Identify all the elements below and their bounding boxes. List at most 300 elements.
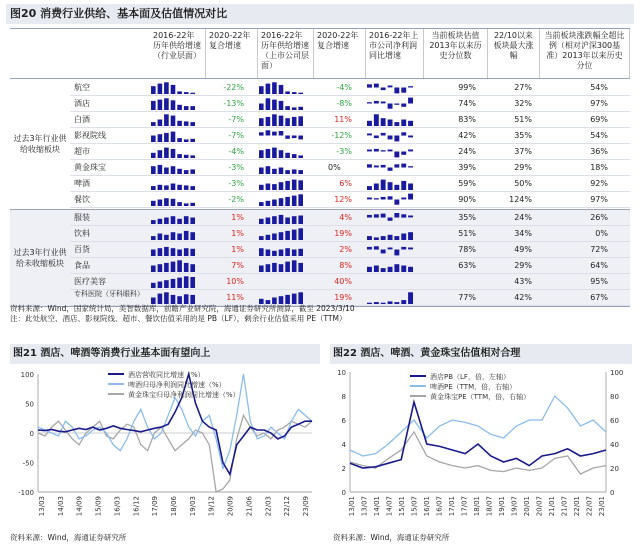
row-name: 百货 — [74, 245, 90, 254]
sparkline-bar — [298, 249, 303, 256]
chart22 — [330, 366, 632, 528]
cagr-listed: 12% — [334, 195, 352, 204]
sparkline-bar — [394, 136, 399, 142]
sparkline-bar — [374, 214, 379, 217]
sparkline-bar — [259, 248, 264, 256]
y-left-tick-label: 10 — [337, 369, 346, 377]
table-row — [70, 274, 630, 290]
sparkline-bar — [171, 199, 176, 206]
table-row — [70, 160, 630, 176]
sparkline — [258, 129, 314, 142]
y-tick-label: -100 — [18, 489, 34, 497]
relative-percentile: 92% — [590, 179, 608, 188]
sparkline-bar — [285, 181, 290, 190]
cagr-listed: -4% — [336, 83, 352, 92]
sparkline-bar — [151, 86, 156, 94]
sparkline-bar — [164, 280, 169, 288]
sparkline-bar — [184, 263, 189, 272]
sparkline-bar — [408, 166, 413, 167]
group-label: 过去3年行业供给未收缩板块 — [10, 210, 70, 306]
sparkline-bar — [394, 152, 399, 158]
sparkline-bar — [171, 232, 176, 240]
column-header: 2016-22年历年供给增速（行业层面） — [150, 28, 206, 78]
sparkline-bar — [381, 214, 386, 218]
sparkline-bar — [259, 266, 264, 273]
sparkline-bar — [190, 264, 195, 272]
sparkline-bar — [177, 138, 182, 142]
sparkline-bar — [279, 168, 284, 175]
sparkline-bar — [292, 260, 297, 272]
sparkline-bar — [292, 92, 297, 94]
sparkline-bar — [381, 165, 386, 168]
sparkline-bar — [259, 202, 264, 206]
sparkline-bar — [184, 294, 189, 304]
sparkline-bar — [279, 296, 284, 304]
valuation-percentile: 39% — [458, 163, 476, 172]
max-rise: 37% — [514, 147, 532, 156]
sparkline-bar — [177, 91, 182, 94]
sparkline-bar — [164, 247, 169, 256]
sparkline-bar — [394, 185, 399, 190]
cagr-industry: 10% — [226, 277, 244, 286]
sparkline-bar — [272, 114, 277, 126]
cagr-listed: 19% — [334, 229, 352, 238]
x-tick-label: 13/03 — [38, 496, 46, 517]
sparkline-bar — [381, 268, 386, 272]
table-row — [70, 242, 630, 258]
x-tick-label: 13/07 — [360, 496, 369, 517]
sparkline-bar — [381, 133, 386, 136]
sparkline-bar — [158, 84, 163, 94]
sparkline-bar — [388, 196, 393, 199]
sparkline — [258, 113, 314, 126]
sparkline — [258, 259, 314, 272]
table-row — [70, 210, 630, 226]
y-right-tick-label: 100 — [610, 369, 624, 377]
valuation-percentile: 90% — [458, 195, 476, 204]
sparkline-bar — [272, 82, 277, 94]
sparkline — [258, 81, 314, 94]
sparkline-bar — [374, 266, 379, 273]
y-right-tick-label: 40 — [610, 441, 619, 449]
cagr-industry: -3% — [228, 179, 244, 188]
sparkline-bar — [367, 198, 372, 200]
column-header: 2016-22年历年供给增速（上市公司层面） — [258, 28, 314, 78]
sparkline-bar — [298, 116, 303, 126]
sparkline-bar — [177, 121, 182, 126]
sparkline-bar — [374, 237, 379, 240]
sparkline-bar — [164, 292, 169, 304]
sparkline-bar — [381, 88, 386, 91]
max-rise: 51% — [514, 115, 532, 124]
valuation-percentile: 42% — [458, 131, 476, 140]
sparkline-bar — [190, 295, 195, 304]
sparkline-bar — [381, 180, 386, 190]
sparkline-bar — [388, 168, 393, 171]
sparkline-bar — [292, 136, 297, 139]
sparkline-bar — [388, 104, 393, 109]
legend-label: 酒店PB（LF，倍，左轴） — [430, 373, 510, 381]
sparkline-bar — [151, 266, 156, 273]
sparkline-bar — [388, 182, 393, 190]
sparkline-bar — [401, 181, 406, 190]
sparkline-bar — [171, 216, 176, 224]
table-row — [70, 80, 630, 96]
x-tick-label: 18/06 — [170, 496, 178, 517]
y-right-tick-label: 80 — [610, 393, 619, 401]
sparkline-bar — [381, 250, 386, 254]
sparkline — [150, 275, 206, 288]
chart22-source: 资料来源：Wind，海通证券研究所 — [333, 533, 450, 542]
sparkline-bar — [151, 101, 156, 110]
y-right-tick-label: 20 — [610, 465, 619, 473]
sparkline-bar — [158, 219, 163, 224]
max-rise: 43% — [514, 277, 532, 286]
sparkline-bar — [184, 203, 189, 206]
sparkline-bar — [388, 248, 393, 250]
sparkline-bar — [177, 278, 182, 288]
row-name: 啤酒 — [74, 179, 90, 188]
x-tick-label: 16/03 — [113, 496, 122, 517]
figure-title: 图20 消费行业供给、基本面及估值情况对比 — [6, 4, 634, 24]
column-header: 2020-22年复合增速 — [314, 28, 366, 78]
sparkline-bar — [408, 150, 413, 152]
valuation-percentile: 99% — [458, 83, 476, 92]
relative-percentile: 64% — [590, 261, 608, 270]
table-row — [70, 112, 630, 128]
row-name: 食品 — [74, 261, 90, 270]
sparkline-bar — [285, 91, 290, 94]
sparkline-bar — [177, 296, 182, 304]
sparkline-bar — [394, 164, 399, 167]
x-tick-label: 19/03 — [188, 496, 197, 517]
sparkline-bar — [158, 120, 163, 127]
max-rise: 29% — [514, 261, 532, 270]
column-header: 22/10以来板块最大涨幅 — [488, 28, 540, 78]
valuation-percentile: 77% — [458, 293, 476, 302]
sparkline-bar — [367, 186, 372, 190]
sparkline-bar — [272, 100, 277, 110]
sparkline-bar — [292, 117, 297, 126]
cagr-listed: -3% — [336, 147, 352, 156]
sparkline-bar — [177, 250, 182, 257]
column-header: 2016-22年上市公司净利润同比增速 — [366, 28, 424, 78]
legend-label: 啤酒归母净利润同比增速（%） — [128, 381, 226, 389]
sparkline-bar — [171, 166, 176, 174]
sparkline — [366, 97, 424, 110]
sparkline-bar — [272, 184, 277, 190]
x-tick-label: 21/06 — [245, 496, 254, 517]
x-tick-label: 14/07 — [385, 496, 394, 517]
sparkline-bar — [279, 85, 284, 94]
sparkline — [258, 145, 314, 158]
sparkline-bar — [292, 107, 297, 110]
cagr-listed: 11% — [334, 115, 352, 124]
sparkline-bar — [151, 166, 156, 174]
sparkline-bar — [401, 132, 406, 135]
sparkline-bar — [266, 117, 271, 126]
series-line — [350, 432, 606, 474]
sparkline — [258, 243, 314, 256]
x-tick-label: 20/01 — [523, 496, 531, 517]
sparkline-bar — [388, 136, 393, 140]
sparkline-bar — [292, 196, 297, 206]
sparkline-bar — [164, 133, 169, 142]
max-rise: 29% — [514, 163, 532, 172]
sparkline-bar — [177, 169, 182, 174]
y-tick-label: 0 — [29, 430, 34, 438]
table-row — [70, 96, 630, 112]
max-rise: 124% — [509, 195, 532, 204]
sparkline-bar — [266, 98, 271, 110]
x-tick-label: 18/01 — [473, 496, 481, 517]
sparkline-bar — [272, 200, 277, 207]
x-tick-label: 19/01 — [498, 496, 506, 517]
sparkline-bar — [266, 130, 271, 135]
max-rise: 50% — [514, 179, 532, 188]
x-tick-label: 22/03 — [264, 496, 273, 517]
sparkline-bar — [184, 248, 189, 256]
sparkline-bar — [164, 198, 169, 206]
sparkline-bar — [151, 250, 156, 257]
sparkline — [150, 243, 206, 256]
sparkline-bar — [259, 132, 264, 135]
cagr-listed: 19% — [334, 293, 352, 302]
sparkline-bar — [408, 248, 413, 250]
series-line — [38, 374, 312, 474]
legend-label: 啤酒PE（TTM，倍，右轴） — [430, 383, 517, 391]
y-left-tick-label: 6 — [341, 417, 346, 425]
sparkline-bar — [266, 218, 271, 225]
sparkline-bar — [298, 228, 303, 240]
legend-label: 黄金珠宝归母净利润同比增速（%） — [128, 391, 240, 399]
y-tick-label: -50 — [22, 459, 34, 468]
sparkline-bar — [272, 169, 277, 174]
cagr-listed: 8% — [339, 261, 352, 270]
sparkline-bar — [285, 262, 290, 272]
sparkline-bar — [394, 200, 399, 205]
valuation-percentile — [424, 274, 488, 290]
cagr-industry: -22% — [223, 83, 244, 92]
valuation-percentile: 24% — [458, 147, 476, 156]
sparkline-bar — [374, 149, 379, 152]
sparkline-bar — [266, 235, 271, 240]
cagr-industry: -4% — [228, 147, 244, 156]
sparkline-bar — [298, 180, 303, 190]
sparkline-bar — [171, 149, 176, 158]
sparkline-bar — [272, 251, 277, 256]
sparkline-bar — [408, 136, 413, 138]
x-tick-label: 19/12 — [207, 496, 216, 517]
table-row — [70, 192, 630, 208]
sparkline-bar — [158, 234, 163, 241]
sparkline — [150, 129, 206, 142]
series-line — [350, 396, 606, 456]
sparkline-bar — [177, 185, 182, 190]
group-label: 过去3年行业供给收缩板块 — [13, 134, 67, 154]
x-tick-label: 22/12 — [283, 496, 292, 517]
sparkline-bar — [401, 120, 406, 127]
sparkline-bar — [279, 131, 284, 136]
sparkline-bar — [285, 218, 290, 225]
sparkline-bar — [381, 150, 386, 151]
sparkline-bar — [171, 184, 176, 191]
sparkline-bar — [401, 88, 406, 93]
y-right-tick-label: 0 — [610, 489, 615, 497]
y-right-tick-label: 60 — [610, 417, 619, 425]
sparkline — [258, 193, 314, 206]
sparkline-bar — [408, 121, 413, 126]
sparkline — [258, 211, 314, 224]
x-tick-label: 17/07 — [460, 496, 469, 517]
relative-percentile: 26% — [590, 213, 608, 222]
sparkline-bar — [367, 164, 372, 167]
sparkline-bar — [367, 102, 372, 103]
sparkline-bar — [171, 116, 176, 126]
valuation-percentile: 59% — [458, 179, 476, 188]
sparkline-bar — [374, 184, 379, 191]
sparkline-bar — [259, 236, 264, 240]
sparkline-bar — [298, 170, 303, 174]
cagr-industry: 1% — [231, 213, 244, 222]
cagr-listed: 4% — [339, 213, 352, 222]
sparkline-bar — [279, 215, 284, 224]
sparkline — [150, 193, 206, 206]
sparkline-bar — [285, 231, 290, 240]
sparkline-bar — [259, 168, 264, 175]
cagr-industry: -7% — [228, 131, 244, 140]
row-name: 影视院线 — [74, 131, 106, 140]
sparkline — [366, 177, 424, 190]
cagr-listed: -12% — [331, 131, 352, 140]
cagr-listed: 40% — [334, 277, 352, 286]
x-tick-label: 16/01 — [423, 496, 431, 517]
table-row — [70, 144, 630, 160]
sparkline-bar — [171, 248, 176, 256]
sparkline-bar — [367, 247, 372, 250]
relative-percentile: 54% — [590, 131, 608, 140]
sparkline — [366, 161, 424, 174]
sparkline-bar — [408, 86, 413, 87]
x-tick-label: 14/01 — [373, 496, 381, 517]
sparkline-bar — [184, 155, 189, 158]
max-rise: 34% — [514, 229, 532, 238]
y-left-tick-label: 4 — [341, 441, 346, 449]
sparkline-bar — [298, 136, 303, 140]
sparkline-bar — [374, 198, 379, 199]
x-tick-label: 14/09 — [75, 496, 84, 517]
sparkline-bar — [374, 114, 379, 126]
row-name: 黄金珠宝 — [74, 163, 106, 172]
sparkline-bar — [292, 294, 297, 304]
sparkline-bar — [272, 234, 277, 241]
max-rise: 32% — [514, 99, 532, 108]
sparkline-bar — [381, 118, 386, 126]
sparkline-bar — [408, 292, 413, 304]
sparkline-bar — [171, 295, 176, 304]
sparkline-bar — [292, 169, 297, 174]
sparkline-bar — [388, 218, 393, 221]
sparkline-bar — [367, 236, 372, 240]
sparkline-bar — [272, 148, 277, 158]
sparkline-bar — [367, 150, 372, 152]
chart21 — [10, 366, 320, 528]
sparkline-bar — [292, 154, 297, 158]
sparkline-bar — [158, 100, 163, 110]
sparkline-bar — [164, 185, 169, 190]
valuation-percentile: 51% — [458, 229, 476, 238]
sparkline-bar — [171, 279, 176, 288]
x-tick-label: 15/09 — [94, 496, 103, 517]
sparkline-bar — [408, 184, 413, 191]
sparkline-bar — [190, 277, 195, 288]
sparkline-bar — [388, 120, 393, 127]
sparkline — [258, 291, 314, 304]
relative-percentile: 95% — [590, 277, 608, 286]
sparkline-bar — [158, 185, 163, 190]
sparkline-bar — [259, 104, 264, 111]
sparkline-bar — [190, 203, 195, 206]
sparkline — [366, 193, 424, 206]
row-name: 餐饮 — [74, 195, 90, 204]
sparkline-bar — [272, 263, 277, 272]
sparkline-bar — [164, 148, 169, 158]
sparkline-bar — [388, 150, 393, 152]
sparkline-bar — [408, 216, 413, 218]
sparkline — [150, 291, 206, 304]
sparkline-bar — [190, 169, 195, 174]
sparkline-bar — [158, 134, 163, 142]
sparkline-bar — [394, 88, 399, 94]
sparkline-bar — [367, 267, 372, 272]
sparkline-bar — [177, 202, 182, 206]
row-name: 医疗美容 — [74, 277, 106, 286]
sparkline-bar — [285, 153, 290, 158]
sparkline — [258, 177, 314, 190]
sparkline-bar — [381, 197, 386, 200]
sparkline-bar — [177, 260, 182, 272]
sparkline — [366, 145, 424, 158]
sparkline-bar — [285, 295, 290, 304]
sparkline-bar — [408, 194, 413, 200]
sparkline-bar — [158, 264, 163, 272]
sparkline-bar — [164, 82, 169, 94]
sparkline-bar — [171, 132, 176, 142]
sparkline-bar — [177, 154, 182, 158]
sparkline-bar — [259, 86, 264, 94]
sparkline-bar — [158, 200, 163, 207]
x-tick-label: 23/01 — [598, 496, 606, 517]
sparkline-bar — [408, 232, 413, 240]
cagr-industry: 1% — [231, 229, 244, 238]
chart21-title: 图21 酒店、啤酒等消费行业基本面有望向上 — [10, 344, 320, 364]
row-name: 白酒 — [74, 115, 90, 124]
sparkline-bar — [374, 246, 379, 249]
sparkline-bar — [266, 84, 271, 94]
sparkline-bar — [298, 93, 303, 94]
sparkline-bar — [190, 218, 195, 225]
sparkline-bar — [292, 180, 297, 190]
sparkline-bar — [164, 114, 169, 126]
sparkline-bar — [266, 264, 271, 272]
sparkline-bar — [388, 86, 393, 88]
sparkline-bar — [184, 106, 189, 110]
sparkline-bar — [374, 136, 379, 139]
sparkline-bar — [401, 198, 406, 200]
sparkline-bar — [298, 155, 303, 158]
cagr-industry: -13% — [223, 99, 244, 108]
sparkline-bar — [279, 150, 284, 158]
